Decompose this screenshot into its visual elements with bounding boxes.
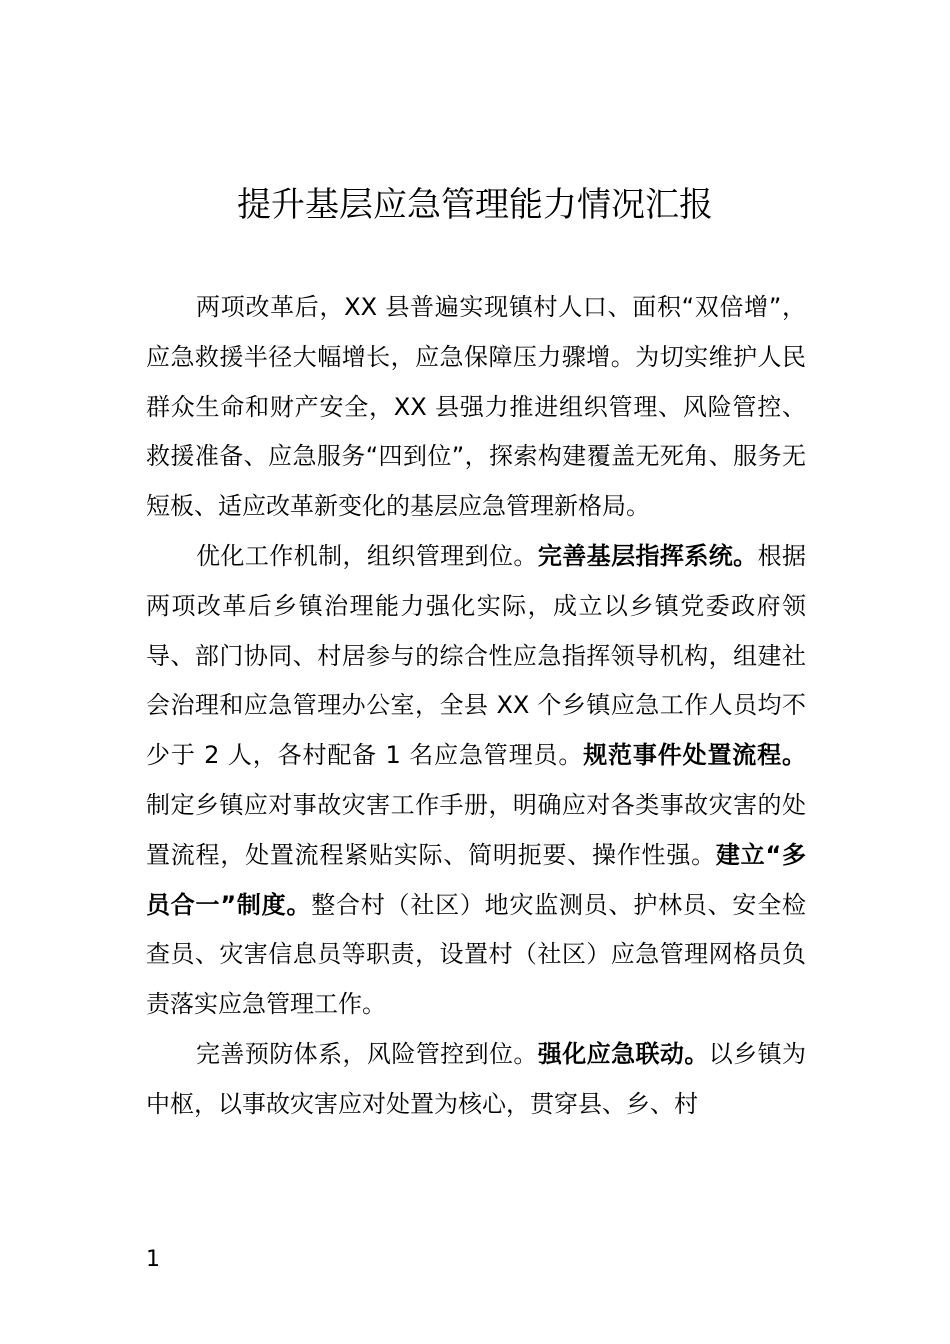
bold-heading-linkage: 强化应急联动。 (537, 1039, 709, 1068)
document-body (146, 283, 806, 1130)
bold-heading-multi-role: 建立“多员合一”制度。 (146, 840, 806, 919)
text-segment: 优化工作机制，组织管理到位。 (196, 541, 538, 570)
paragraph-intro (146, 283, 806, 532)
text-segment: 整合村（社区）地灾监测员、护林员、安全检查员、灾害信息员等职责，设置村（社区）应急管理网格员负责落实应急管理工作。 (146, 890, 806, 1019)
text-segment: 完善预防体系，风险管控到位。 (196, 1039, 538, 1068)
page-number: 1 (146, 1247, 160, 1272)
paragraph-organization (146, 532, 806, 1030)
document-title: 提升基层应急管理能力情况汇报 (237, 185, 713, 225)
bold-heading-process: 规范事件处置流程。 (583, 741, 806, 770)
text-segment: 两项改革后，XX 县普遍实现镇村人口、面积“双倍增”，应急救援半径大幅增长，应急保障压力骤增。为切实维护人民群众生命和财产安全，XX 县强力推进组织管理、风险管控、救援准备、应急服务“四到位”，探索构建覆盖无死角、服务无短板、适应改革新变化的基层应急管理新格局。 (146, 293, 806, 521)
text-segment: 制定乡镇应对事故灾害工作手册，明确应对各类事故灾害的处置流程，处置流程紧贴实际、简明扼要、操作性强。 (146, 790, 806, 869)
bold-heading-command-system: 完善基层指挥系统。 (537, 541, 758, 570)
text-segment: 以乡镇为中枢，以事故灾害应对处置为核心，贯穿县、乡、村 (146, 1039, 807, 1118)
text-segment: 根据两项改革后乡镇治理能力强化实际，成立以乡镇党委政府领导、部门协同、村居参与的综合性应急指挥领导机构，组建社会治理和应急管理办公室，全县 XX 个乡镇应急工作人员均不少于 2 人，各村配备 1 名应急管理员。 (146, 541, 807, 770)
paragraph-prevention (146, 1030, 806, 1130)
